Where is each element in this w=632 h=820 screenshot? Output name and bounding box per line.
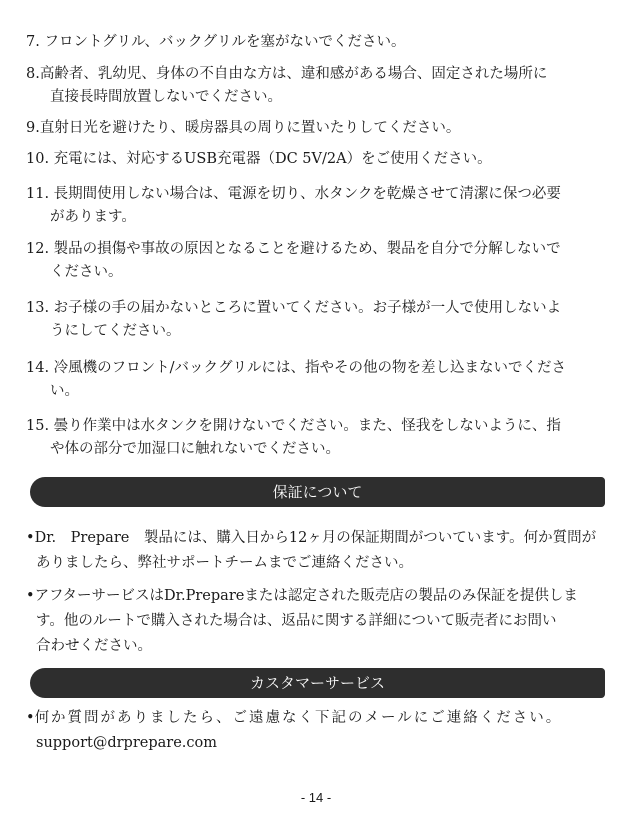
warranty-heading: 保証について [30, 477, 605, 507]
item-14: 14. 冷風機のフロント/バックグリルには、指やその他の物を差し込まないでくださ い。 [26, 360, 567, 399]
item-11: 11. 長期間使用しない場合は、電源を切り、水タンクを乾燥させて清潔に保つ必要 があります。 [26, 186, 561, 225]
service-heading: カスタマーサービス [30, 668, 605, 698]
warranty-bullet-2: •アフターサービスはDr.Prepareまたは認定された販売店の製品のみ保証を提供しま す。他のルートで購入された場合は、返品に関する詳細について販売者にお問い 合わせください。 [26, 588, 578, 654]
item-9: 9.直射日光を避けたり、暖房器具の周りに置いたりしてください。 [26, 120, 461, 136]
item-15: 15. 曇り作業中は水タンクを開けないでください。また、怪我をしないように、指 や体の部分で加湿口に触れないでください。 [26, 418, 561, 457]
item-12: 12. 製品の損傷や事故の原因となることを避けるため、製品を自分で分解しないで ください。 [26, 241, 561, 280]
page-number: - 14 - [300, 790, 332, 805]
item-7: 7. フロントグリル、バックグリルを塞がないでください。 [26, 34, 406, 50]
support-email[interactable]: support@drprepare.com [36, 735, 217, 751]
item-10: 10. 充電には、対応するUSB充電器（DC 5V/2A）をご使用ください。 [26, 151, 492, 167]
item-8: 8.高齢者、乳幼児、身体の不自由な方は、違和感がある場合、固定された場所に 直接長時間放置しないでください。 [26, 66, 548, 105]
warranty-bullet-1: •Dr. Prepare 製品には、購入日から12ヶ月の保証期間がついています。何か質問が ありましたら、弊社サポートチームまでご連絡ください。 [26, 530, 597, 571]
item-13: 13. お子様の手の届かないところに置いてください。お子様が一人で使用しないよ うにしてください。 [26, 300, 562, 339]
service-text: •何か質問がありましたら、ご遠慮なく下記のメールにご連絡ください。 support@drprepare.com [26, 706, 606, 756]
